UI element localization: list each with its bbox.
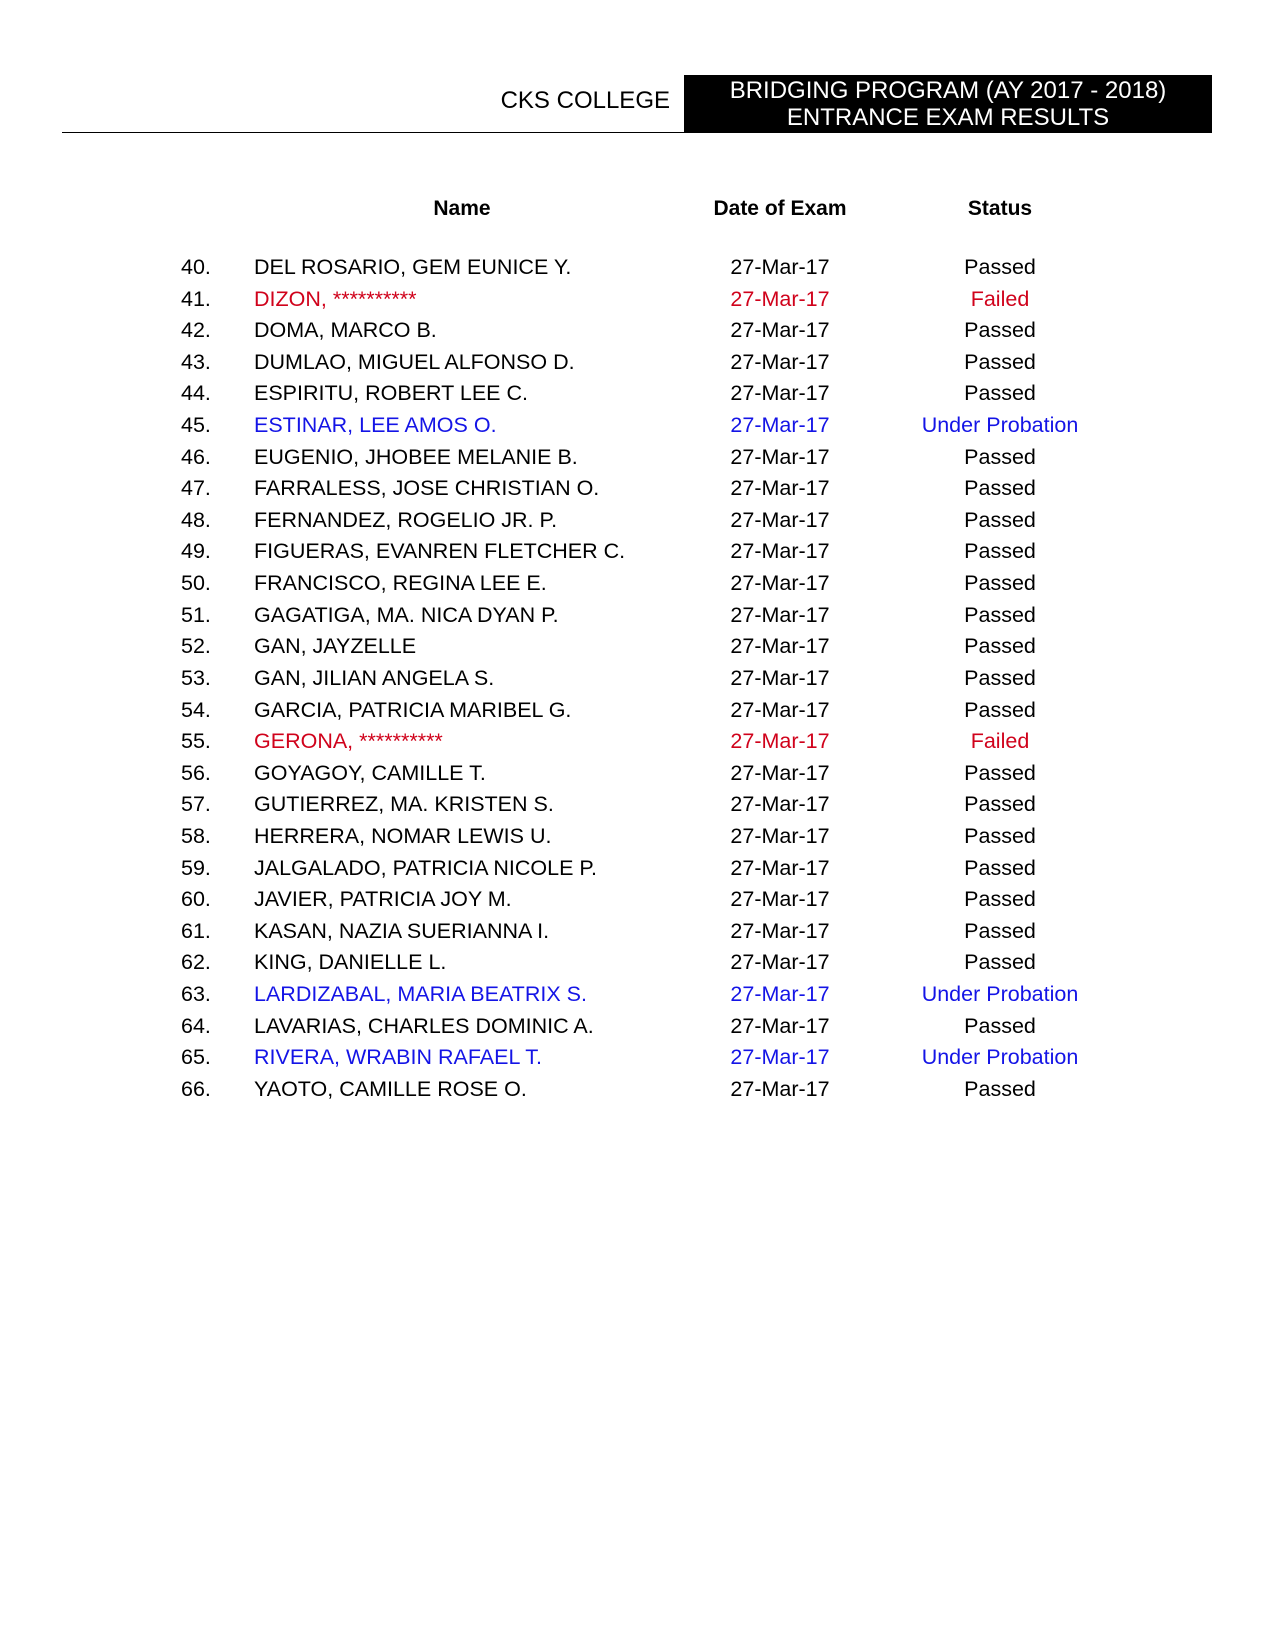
college-name: CKS COLLEGE xyxy=(500,87,670,114)
exam-date: 27-Mar-17 xyxy=(730,349,830,374)
exam-status: Passed xyxy=(964,476,1036,501)
exam-status: Failed xyxy=(970,729,1030,754)
exam-date: 27-Mar-17 xyxy=(730,1013,830,1038)
header-rule xyxy=(62,132,684,133)
student-name: FARRALESS, JOSE CHRISTIAN O. xyxy=(254,476,600,501)
exam-date: 27-Mar-17 xyxy=(730,318,830,343)
student-name: FRANCISCO, REGINA LEE E. xyxy=(254,571,547,596)
row-number: 50. xyxy=(181,571,211,596)
exam-date: 27-Mar-17 xyxy=(730,697,830,722)
student-name: ESTINAR, LEE AMOS O. xyxy=(254,413,497,438)
title-line-2: ENTRANCE EXAM RESULTS xyxy=(786,104,1110,131)
table-row xyxy=(0,347,1275,379)
table-row xyxy=(0,505,1275,537)
exam-date: 27-Mar-17 xyxy=(730,1076,830,1101)
row-number: 48. xyxy=(181,507,211,532)
exam-status: Passed xyxy=(964,760,1036,785)
table-row xyxy=(0,663,1275,695)
exam-status: Passed xyxy=(964,634,1036,659)
exam-status: Passed xyxy=(964,539,1036,564)
exam-status: Passed xyxy=(964,602,1036,627)
exam-status: Passed xyxy=(964,444,1036,469)
exam-date: 27-Mar-17 xyxy=(730,444,830,469)
row-number: 46. xyxy=(181,444,211,469)
student-name: GERONA, ********** xyxy=(254,729,443,754)
exam-status: Passed xyxy=(964,571,1036,596)
table-row xyxy=(0,315,1275,347)
student-name: RIVERA, WRABIN RAFAEL T. xyxy=(254,1045,542,1070)
exam-status: Passed xyxy=(964,1076,1036,1101)
table-row xyxy=(0,1042,1275,1074)
student-name: HERRERA, NOMAR LEWIS U. xyxy=(254,823,552,848)
table-row xyxy=(0,473,1275,505)
exam-date: 27-Mar-17 xyxy=(730,286,830,311)
column-header-name: Name xyxy=(433,197,491,220)
table-row xyxy=(0,821,1275,853)
exam-status: Under Probation xyxy=(921,413,1079,438)
document-title-box xyxy=(684,75,1212,133)
table-row xyxy=(0,536,1275,568)
student-name: DEL ROSARIO, GEM EUNICE Y. xyxy=(254,255,572,279)
exam-status: Passed xyxy=(964,887,1036,912)
exam-status: Passed xyxy=(964,318,1036,343)
row-number: 64. xyxy=(181,1013,211,1038)
exam-status: Passed xyxy=(964,697,1036,722)
row-number: 40. xyxy=(181,255,211,279)
exam-status: Passed xyxy=(964,918,1036,943)
row-number: 45. xyxy=(181,413,211,438)
table-row xyxy=(0,252,1275,284)
table-row xyxy=(0,284,1275,316)
table-row xyxy=(0,410,1275,442)
row-number: 63. xyxy=(181,982,211,1007)
table-row xyxy=(0,568,1275,600)
exam-status: Under Probation xyxy=(921,982,1079,1007)
table-row xyxy=(0,600,1275,632)
student-name: DIZON, ********** xyxy=(254,286,417,311)
results-table xyxy=(0,252,1275,1105)
row-number: 49. xyxy=(181,539,211,564)
table-row xyxy=(0,442,1275,474)
row-number: 54. xyxy=(181,697,211,722)
exam-status: Passed xyxy=(964,381,1036,406)
exam-date: 27-Mar-17 xyxy=(730,476,830,501)
student-name: EUGENIO, JHOBEE MELANIE B. xyxy=(254,444,578,469)
exam-status: Failed xyxy=(970,286,1030,311)
row-number: 60. xyxy=(181,887,211,912)
student-name: GUTIERREZ, MA. KRISTEN S. xyxy=(254,792,554,817)
row-number: 56. xyxy=(181,760,211,785)
row-number: 61. xyxy=(181,918,211,943)
table-row xyxy=(0,726,1275,758)
row-number: 53. xyxy=(181,665,211,690)
row-number: 65. xyxy=(181,1045,211,1070)
exam-status: Passed xyxy=(964,1013,1036,1038)
student-name: GOYAGOY, CAMILLE T. xyxy=(254,760,486,785)
row-number: 58. xyxy=(181,823,211,848)
row-number: 44. xyxy=(181,381,211,406)
exam-date: 27-Mar-17 xyxy=(730,855,830,880)
row-number: 41. xyxy=(181,286,211,311)
student-name: JALGALADO, PATRICIA NICOLE P. xyxy=(254,855,597,880)
column-header-status: Status xyxy=(967,197,1033,220)
exam-date: 27-Mar-17 xyxy=(730,918,830,943)
student-name: ESPIRITU, ROBERT LEE C. xyxy=(254,381,528,406)
student-name: KING, DANIELLE L. xyxy=(254,950,447,975)
table-row xyxy=(0,378,1275,410)
exam-date: 27-Mar-17 xyxy=(730,539,830,564)
exam-date: 27-Mar-17 xyxy=(730,1045,830,1070)
student-name: LARDIZABAL, MARIA BEATRIX S. xyxy=(254,982,587,1007)
exam-date: 27-Mar-17 xyxy=(730,381,830,406)
exam-date: 27-Mar-17 xyxy=(730,413,830,438)
exam-date: 27-Mar-17 xyxy=(730,887,830,912)
exam-date: 27-Mar-17 xyxy=(730,982,830,1007)
exam-date: 27-Mar-17 xyxy=(730,729,830,754)
exam-status: Passed xyxy=(964,950,1036,975)
row-number: 42. xyxy=(181,318,211,343)
exam-status: Passed xyxy=(964,507,1036,532)
exam-date: 27-Mar-17 xyxy=(730,823,830,848)
row-number: 43. xyxy=(181,349,211,374)
student-name: GAN, JAYZELLE xyxy=(254,634,417,659)
student-name: GAN, JILIAN ANGELA S. xyxy=(254,665,495,690)
exam-date: 27-Mar-17 xyxy=(730,507,830,532)
exam-status: Passed xyxy=(964,349,1036,374)
row-number: 55. xyxy=(181,729,211,754)
exam-date: 27-Mar-17 xyxy=(730,760,830,785)
student-name: DOMA, MARCO B. xyxy=(254,318,437,343)
column-header-date: Date of Exam xyxy=(713,197,847,220)
table-row xyxy=(0,884,1275,916)
exam-status: Passed xyxy=(964,255,1036,279)
student-name: LAVARIAS, CHARLES DOMINIC A. xyxy=(254,1013,594,1038)
exam-date: 27-Mar-17 xyxy=(730,792,830,817)
exam-date: 27-Mar-17 xyxy=(730,634,830,659)
exam-status: Under Probation xyxy=(921,1045,1079,1070)
table-row xyxy=(0,853,1275,885)
row-number: 47. xyxy=(181,476,211,501)
student-name: FERNANDEZ, ROGELIO JR. P. xyxy=(254,507,558,532)
table-row xyxy=(0,979,1275,1011)
student-name: FIGUERAS, EVANREN FLETCHER C. xyxy=(254,539,626,564)
table-row xyxy=(0,1074,1275,1106)
student-name: JAVIER, PATRICIA JOY M. xyxy=(254,887,512,912)
exam-status: Passed xyxy=(964,823,1036,848)
table-row xyxy=(0,1011,1275,1043)
table-row xyxy=(0,631,1275,663)
exam-date: 27-Mar-17 xyxy=(730,665,830,690)
exam-date: 27-Mar-17 xyxy=(730,571,830,596)
student-name: DUMLAO, MIGUEL ALFONSO D. xyxy=(254,349,575,374)
student-name: GARCIA, PATRICIA MARIBEL G. xyxy=(254,697,572,722)
table-row xyxy=(0,947,1275,979)
table-row xyxy=(0,695,1275,727)
table-row xyxy=(0,758,1275,790)
exam-status: Passed xyxy=(964,855,1036,880)
table-row xyxy=(0,789,1275,821)
exam-status: Passed xyxy=(964,665,1036,690)
row-number: 51. xyxy=(181,602,211,627)
row-number: 59. xyxy=(181,855,211,880)
student-name: KASAN, NAZIA SUERIANNA I. xyxy=(254,918,550,943)
row-number: 52. xyxy=(181,634,211,659)
row-number: 66. xyxy=(181,1076,211,1101)
student-name: GAGATIGA, MA. NICA DYAN P. xyxy=(254,602,559,627)
exam-date: 27-Mar-17 xyxy=(730,950,830,975)
student-name: YAOTO, CAMILLE ROSE O. xyxy=(254,1076,527,1101)
row-number: 62. xyxy=(181,950,211,975)
exam-date: 27-Mar-17 xyxy=(730,602,830,627)
row-number: 57. xyxy=(181,792,211,817)
table-row xyxy=(0,916,1275,948)
exam-date: 27-Mar-17 xyxy=(730,255,830,279)
exam-status: Passed xyxy=(964,792,1036,817)
title-line-1: BRIDGING PROGRAM (AY 2017 - 2018) xyxy=(729,77,1167,104)
